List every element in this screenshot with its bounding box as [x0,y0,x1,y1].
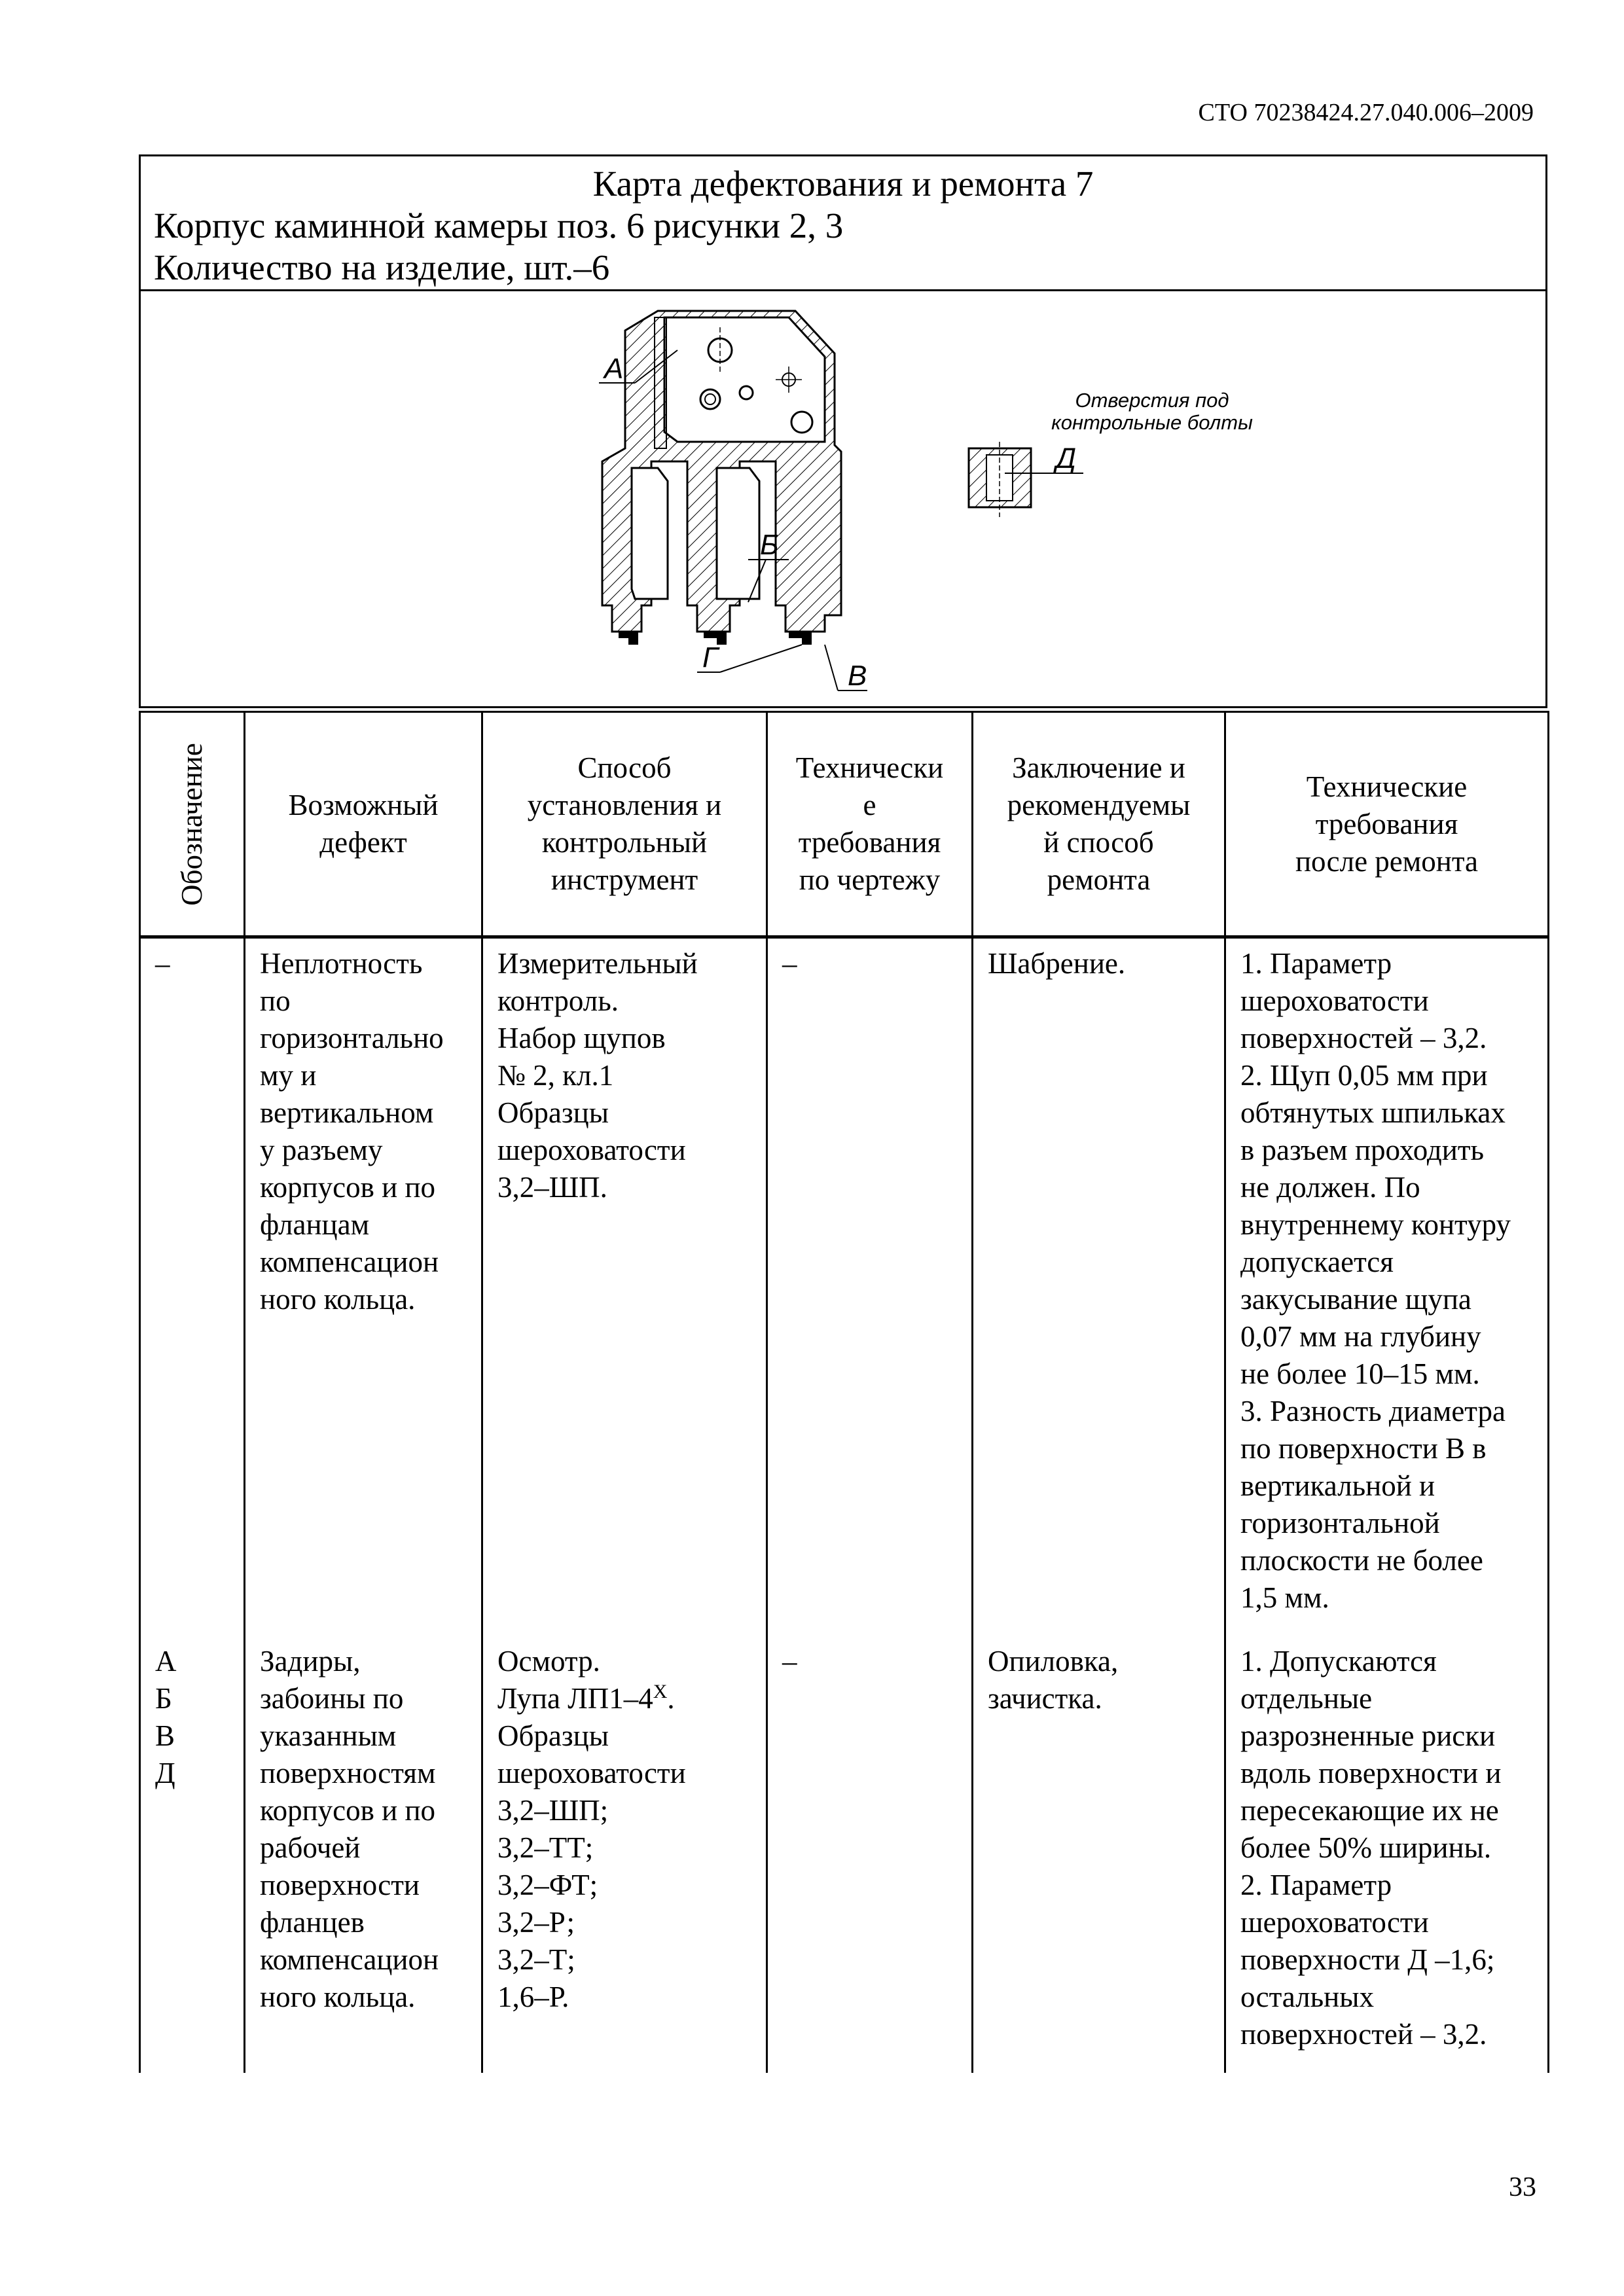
header-defect: Возможный дефект [245,712,482,937]
card-quantity: Количество на изделие, шт.–6 [154,247,610,287]
card-header-box [139,154,1547,708]
slot-2 [717,468,759,599]
figure-caption-line2: контрольные болты [1051,411,1253,434]
cell-defect: Задиры, забоины по указанным поверхностям корпусов и по рабочей поверхности фланцев компенсацион ного кольца. [245,1636,482,2073]
table-row [140,937,1549,1637]
cell-designation: А Б В Д [140,1636,245,2073]
header-drawing-req: Технически е требования по чертежу [767,712,973,937]
cell-drawing-req: – [767,937,973,1637]
table-row [140,1636,1549,2073]
method-samples: Образцы шероховатости 3,2–ШП; 3,2–ТТ; 3,2–ФТ; 3,2–Р; 3,2–Т; 1,6–Р. [497,1719,686,2013]
label-g: Г [702,641,718,673]
method-inspection: Осмотр. [497,1645,600,1677]
label-d: Д [1056,442,1076,475]
card-part-name: Корпус каминной камеры поз. 6 рисунки 2, 3 [154,206,844,245]
cell-method [482,1636,767,2073]
header-designation [140,712,245,937]
header-after-repair: Технические требования после ремонта [1225,712,1549,937]
cell-defect: Неплотность по горизонтально му и вертикальном у разъему корпусов и по фланцам компенсацион ного кольца. [245,937,482,1637]
table-header-row [140,712,1549,937]
cell-after-repair: 1. Параметр шероховатости поверхностей – 3,2. 2. Щуп 0,05 мм при обтянутых шпильках в разъем проходить не должен. По внутреннему контуру допускается закусывание щупа 0,07 мм на глубину не более 10–15 мм. 3. Разность диаметра по поверхности В в вертикальной и горизонтальной плоскости не более 1,5 мм. [1225,937,1549,1637]
cell-designation: – [140,937,245,1637]
label-b: Б [760,529,779,561]
card-title-block [141,156,1545,291]
cell-conclusion: Шабрение. [973,937,1225,1637]
header-method: Способ установления и контрольный инструмент [482,712,767,937]
magnifier-end: . [667,1682,675,1715]
method-magnifier [497,1680,753,1717]
magnifier-sup: X [653,1681,668,1702]
label-v: В [848,660,867,692]
cell-conclusion: Опиловка, зачистка. [973,1636,1225,2073]
header-conclusion: Заключение и рекомендуемы й способ ремонта [973,712,1225,937]
cell-after-repair: 1. Допускаются отдельные разрозненные риски вдоль поверхности и пересекающие их не более 50% ширины. 2. Параметр шероховатости поверхности Д –1,6; остальных поверхностей – 3,2. [1225,1636,1549,2073]
defect-table [139,711,1549,2073]
page-number: 33 [1509,2172,1536,2202]
standard-code: СТО 70238424.27.040.006–2009 [1198,99,1534,126]
figure-caption [1011,389,1293,434]
cell-method: Измерительный контроль. Набор щупов № 2, кл.1 Образцы шероховатости 3,2–ШП. [482,937,767,1637]
card-title: Карта дефектования и ремонта 7 [592,164,1094,204]
header-designation-label: Обозначение [175,742,209,906]
magnifier-text: Лупа ЛП1–4 [497,1682,653,1715]
slot-1 [632,468,668,599]
part-drawing-svg [141,291,1545,706]
part-left-strip [655,317,666,448]
label-a: А [604,353,624,385]
cell-drawing-req: – [767,1636,973,2073]
figure-caption-line1: Отверстия под [1075,389,1229,412]
part-drawing [141,291,1545,706]
